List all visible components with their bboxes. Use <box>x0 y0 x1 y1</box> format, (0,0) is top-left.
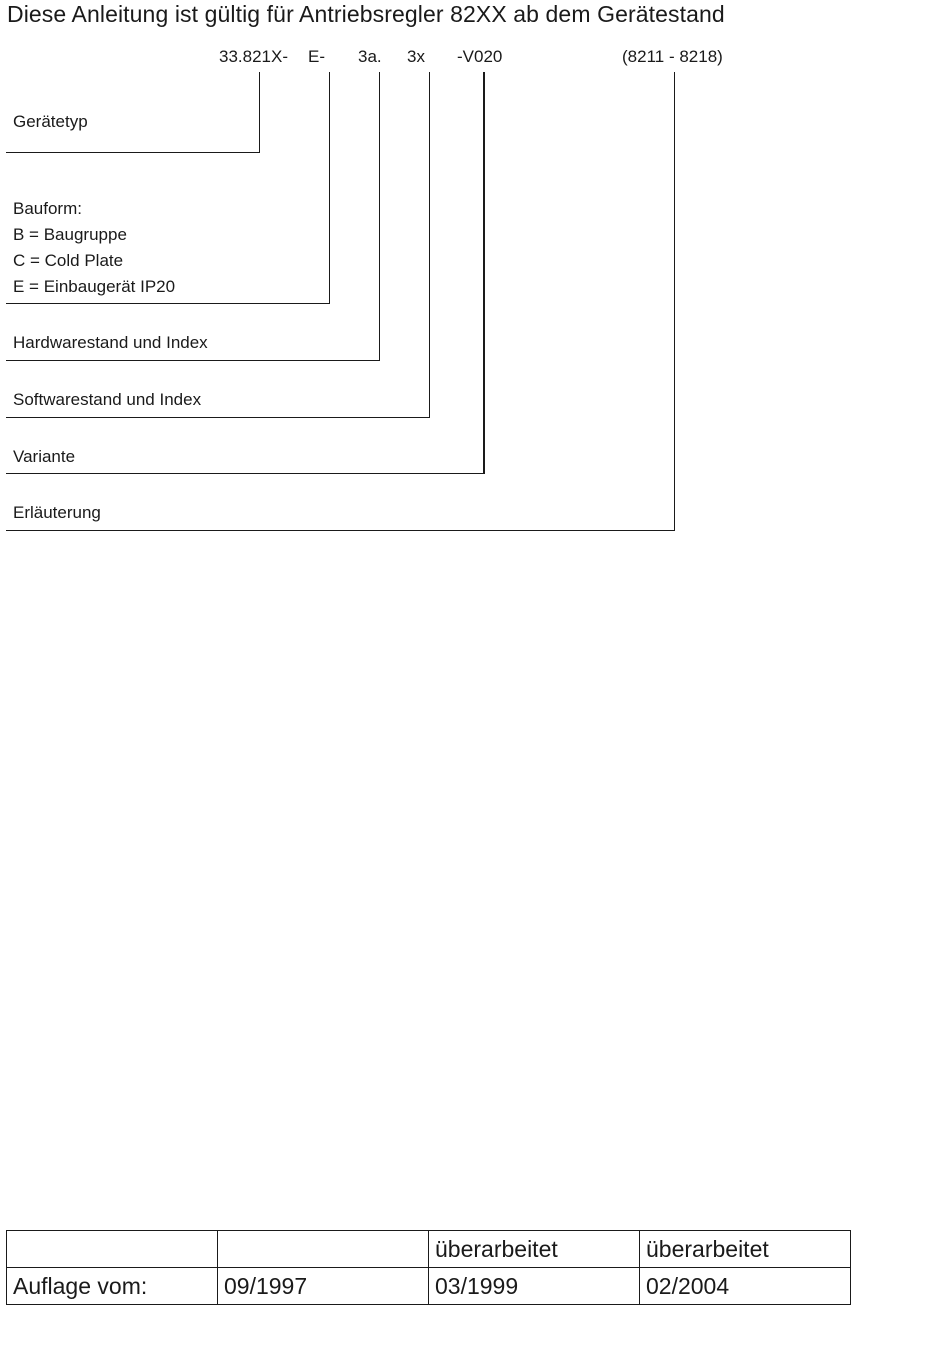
rule-hardware <box>6 360 380 361</box>
label-software: Softwarestand und Index <box>13 390 202 409</box>
rule-variant <box>6 473 485 474</box>
code-part-variant: -V020 <box>457 47 503 66</box>
connector-explanation <box>674 72 675 531</box>
code-part-software: 3x <box>407 47 425 66</box>
connector-hardware <box>379 72 380 361</box>
table-cell: Auflage vom: <box>7 1268 218 1305</box>
table-row <box>7 1268 851 1305</box>
label-design-heading: Bauform: <box>13 199 82 218</box>
label-explanation: Erläuterung <box>13 503 101 522</box>
edition-table <box>6 1230 851 1305</box>
table-cell: 03/1999 <box>429 1268 640 1305</box>
table-cell <box>7 1231 218 1268</box>
code-part-design: E- <box>308 47 325 66</box>
table-cell: 02/2004 <box>640 1268 851 1305</box>
code-part-hardware: 3a. <box>358 47 382 66</box>
connector-device-type <box>259 72 260 153</box>
page-title: Diese Anleitung ist gültig für Antriebsregler 82XX ab dem Gerätestand <box>7 1 725 27</box>
label-device-type: Gerätetyp <box>13 112 88 131</box>
label-design-option-c: C = Cold Plate <box>13 251 124 270</box>
label-variant: Variante <box>13 447 76 466</box>
rule-software <box>6 417 430 418</box>
label-design-option-e: E = Einbaugerät IP20 <box>13 277 176 296</box>
label-design-option-b: B = Baugruppe <box>13 225 127 244</box>
label-hardware: Hardwarestand und Index <box>13 333 208 352</box>
rule-explanation <box>6 530 675 531</box>
table-cell <box>218 1231 429 1268</box>
table-row <box>7 1231 851 1268</box>
connector-design <box>329 72 330 304</box>
table-cell: 09/1997 <box>218 1268 429 1305</box>
rule-design <box>6 303 330 304</box>
code-part-device-type: 33.821X- <box>219 47 288 66</box>
connector-software <box>429 72 430 418</box>
table-cell: überarbeitet <box>429 1231 640 1268</box>
rule-device-type <box>6 152 260 153</box>
code-part-explanation: (8211 - 8218) <box>622 47 723 66</box>
table-cell: überarbeitet <box>640 1231 851 1268</box>
connector-variant <box>483 72 485 474</box>
